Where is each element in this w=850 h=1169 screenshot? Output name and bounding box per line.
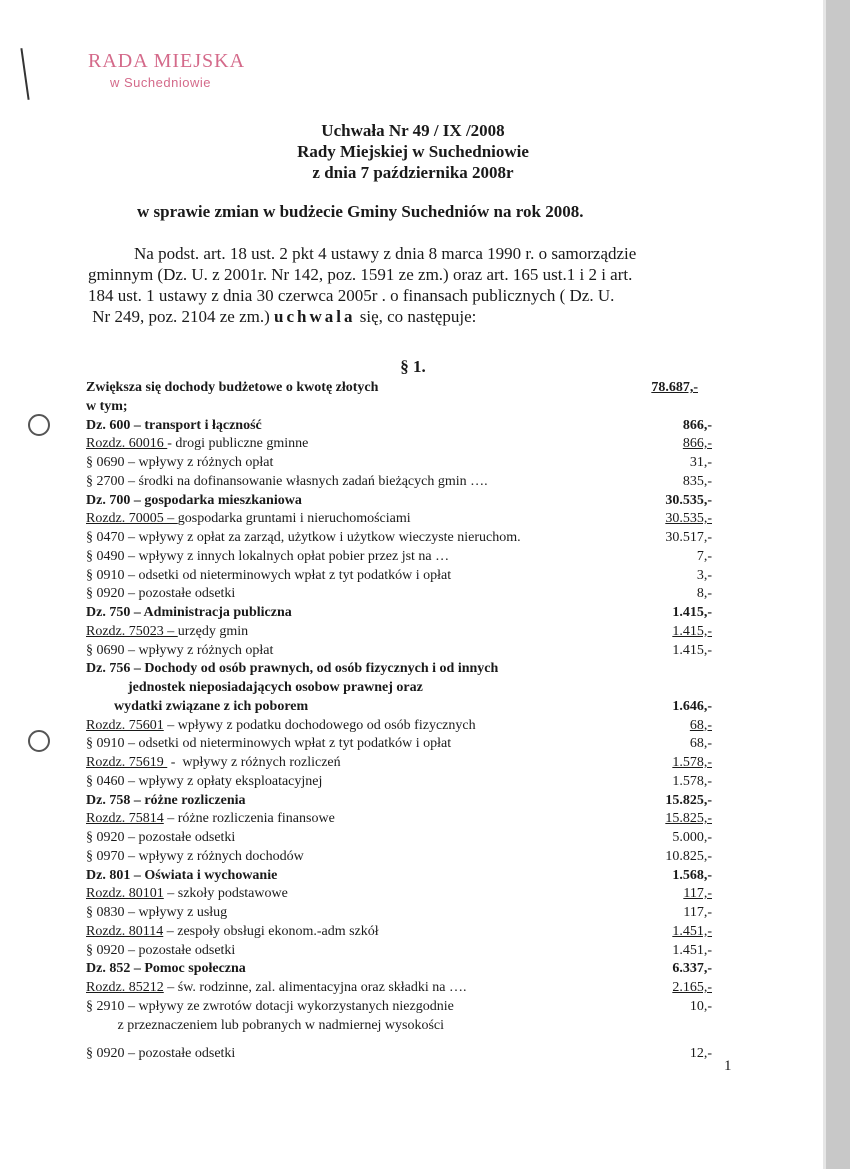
item-label: Dz. 852 – Pomoc społeczna: [86, 961, 246, 977]
chapter-code: Rozdz. 75601: [86, 717, 164, 733]
item-label: Dz. 801 – Oświata i wychowanie: [86, 867, 278, 883]
chapter-description: – szkoły podstawowe: [163, 886, 288, 902]
chapter-row: [86, 978, 712, 997]
punch-hole-icon: [28, 414, 50, 436]
item-amount: 15.825,-: [665, 792, 712, 808]
chapter-description: urzędy gmin: [177, 623, 249, 639]
chapter-code: Rozdz. 75619: [86, 755, 168, 770]
paragraph-row: [86, 772, 712, 791]
item-amount: 117,-: [683, 905, 712, 920]
item-amount: 30.535,-: [665, 511, 712, 527]
resolution-subject: w sprawie zmian w budżecie Gminy Suchedniów na rok 2008.: [137, 202, 584, 221]
paragraph-row: [86, 847, 712, 866]
item-label: § 2700 – środki na dofinansowanie własnych zadań bieżących gmin ….: [86, 473, 488, 489]
punch-hole-icon: [28, 730, 50, 752]
item-label: Dz. 750 – Administracja publiczna: [86, 605, 292, 620]
chapter-row: [86, 716, 712, 735]
item-label: § 0830 – wpływy z usług: [86, 905, 228, 920]
paragraph-row: [86, 1044, 712, 1063]
item-label: w tym;: [86, 398, 128, 414]
item-amount: 866,-: [682, 417, 712, 433]
page-number: 1: [724, 1058, 732, 1074]
paragraph-row: [86, 1016, 712, 1035]
item-amount: 2.165,-: [672, 980, 712, 995]
item-label: jednostek nieposiadających osobow prawnej oraz: [86, 680, 423, 695]
council-name: Rady Miejskiej w Suchedniowie: [297, 142, 529, 161]
chapter-description: – wpływy z podatku dochodowego od osób fizycznych: [163, 717, 476, 733]
chapter-row: [86, 922, 712, 941]
chapter-row: [86, 884, 712, 903]
division-row: [86, 491, 712, 510]
resolution-number: Uchwała Nr 49 / IX /2008: [321, 121, 505, 140]
item-label: [86, 922, 379, 941]
paragraph-row: [86, 528, 712, 547]
item-amount: 68,-: [689, 717, 712, 733]
item-amount: 3,-: [696, 567, 712, 583]
paragraph-row: [86, 903, 712, 922]
item-label: [86, 622, 248, 641]
item-label: [86, 434, 308, 453]
item-amount: 12,-: [689, 1046, 712, 1062]
chapter-code: Rozdz. 85212: [86, 980, 164, 995]
item-amount: 10,-: [689, 998, 712, 1014]
paragraph-row: [86, 734, 712, 753]
pen-mark: [20, 48, 29, 100]
item-amount: 1.568,-: [672, 867, 712, 883]
intro-line-4: Nr 249, poz. 2104 ze zm.): [92, 307, 270, 326]
chapter-row: [86, 809, 712, 828]
item-amount: 7,-: [696, 548, 712, 564]
paragraph-row: [86, 547, 712, 566]
item-amount: 30.535,-: [665, 492, 712, 508]
item-amount: 5.000,-: [672, 830, 712, 845]
intro-line-1: Na podst. art. 18 ust. 2 pkt 4 ustawy z dnia 8 marca 1990 r. o samorządzie: [134, 244, 637, 263]
council-stamp: [88, 50, 245, 90]
item-label: z przeznaczeniem lub pobranych w nadmiernej wysokości: [86, 1017, 445, 1033]
intro-line-3: 184 ust. 1 ustawy z dnia 30 czerwca 2005r . o finansach publicznych ( Dz. U.: [88, 286, 615, 305]
item-label: § 0910 – odsetki od nieterminowych wpłat z tyt podatków i opłat: [86, 567, 452, 583]
item-label: § 0690 – wpływy z różnych opłat: [86, 642, 274, 658]
section-heading: § 1.: [400, 357, 426, 376]
item-amount: 68,-: [689, 736, 712, 752]
item-amount: 1.415,-: [672, 605, 712, 620]
stamp-line-1: RADA MIEJSKA: [88, 50, 246, 72]
item-label: Dz. 600 – transport i łączność: [86, 417, 262, 433]
chapter-description: – zespoły obsługi ekonom.-adm szkół: [163, 923, 379, 939]
chapter-code: Rozdz. 70005 –: [86, 511, 178, 527]
division-row: [86, 959, 712, 978]
item-label: § 0490 – wpływy z innych lokalnych opłat pobier przez jst na …: [86, 548, 450, 564]
item-label: [86, 884, 288, 903]
division-row: [86, 678, 712, 697]
chapter-code: Rozdz. 80101: [86, 886, 164, 902]
item-label: [86, 716, 476, 735]
item-label: § 2910 – wpływy ze zwrotów dotacji wykorzystanych niezgodnie: [86, 998, 454, 1014]
item-label: [86, 753, 341, 772]
chapter-row: [86, 509, 712, 528]
item-label: § 0910 – odsetki od nieterminowych wpłat z tyt podatków i opłat: [86, 736, 452, 752]
item-label: wydatki związane z ich poborem: [86, 698, 309, 714]
item-label: Dz. 700 – gospodarka mieszkaniowa: [86, 492, 302, 508]
item-label: [86, 809, 335, 828]
scan-edge: [826, 0, 850, 1169]
item-amount: 1.451,-: [672, 942, 712, 958]
item-label: § 0970 – wpływy z różnych dochodów: [86, 848, 304, 864]
chapter-description: – różne rozliczenia finansowe: [163, 811, 335, 827]
item-amount: 8,-: [696, 586, 712, 602]
item-amount: 117,-: [683, 886, 712, 902]
item-label: Zwiększa się dochody budżetowe o kwotę złotych: [86, 380, 379, 395]
chapter-code: Rozdz. 75023 –: [86, 623, 178, 639]
division-row: [86, 697, 712, 716]
item-amount: 30.517,-: [665, 530, 712, 545]
item-amount: 1.415,-: [672, 642, 712, 658]
chapter-row: [86, 622, 712, 641]
intro-line-4-end: się, co następuje:: [359, 307, 477, 326]
item-label: § 0470 – wpływy z opłat za zarząd, użytkow i użytkow wieczyste nieruchom.: [86, 530, 521, 545]
division-row: [86, 603, 712, 622]
chapter-row: [86, 753, 712, 772]
item-amount: 31,-: [689, 455, 712, 470]
division-row: [86, 659, 712, 678]
paragraph-row: [86, 641, 712, 660]
resolution-date: z dnia 7 października 2008r: [312, 163, 514, 182]
chapter-description: gospodarka gruntami i nieruchomościami: [177, 511, 411, 527]
item-label: § 0920 – pozostałe odsetki: [86, 830, 236, 845]
division-row: [86, 416, 712, 435]
intro-line-2: gminnym (Dz. U. z 2001r. Nr 142, poz. 1591 ze zm.) oraz art. 165 ust.1 i 2 i art.: [88, 265, 633, 284]
item-amount: 1.415,-: [672, 623, 712, 639]
paragraph-row: [86, 453, 712, 472]
item-amount: 6.337,-: [672, 961, 712, 977]
item-label: § 0920 – pozostałe odsetki: [86, 586, 236, 602]
paragraph-row: [86, 472, 712, 491]
item-amount: 866,-: [682, 436, 712, 452]
chapter-code: Rozdz. 75814: [86, 811, 164, 827]
item-label: [86, 978, 466, 997]
item-label: Dz. 758 – różne rozliczenia: [86, 792, 246, 808]
total-row: [86, 397, 712, 416]
item-amount: 78.687,-: [651, 380, 698, 395]
item-amount: 1.578,-: [672, 773, 712, 789]
item-amount: 1.451,-: [672, 923, 712, 939]
paragraph-row: [86, 997, 712, 1016]
chapter-code: Rozdz. 80114: [86, 923, 164, 939]
chapter-row: [86, 434, 712, 453]
paragraph-row: [86, 566, 712, 585]
item-amount: 10.825,-: [665, 848, 712, 864]
paragraph-row: [86, 584, 712, 603]
paragraph-row: [86, 828, 712, 847]
legal-basis-paragraph: [88, 243, 718, 327]
chapter-description: - drogi publiczne gminne: [167, 436, 309, 452]
item-label: § 0690 – wpływy z różnych opłat: [86, 455, 274, 470]
division-row: [86, 791, 712, 810]
item-amount: 835,-: [682, 473, 712, 489]
item-label: § 0920 – pozostałe odsetki: [86, 942, 236, 958]
chapter-description: – św. rodzinne, zal. alimentacyjna oraz składki na ….: [163, 980, 467, 995]
chapter-description: - wpływy z różnych rozliczeń: [167, 755, 341, 770]
item-amount: 1.578,-: [672, 755, 712, 770]
item-label: [86, 509, 411, 528]
resolves-word: uchwala: [274, 307, 356, 326]
item-label: § 0920 – pozostałe odsetki: [86, 1046, 236, 1062]
total-row: [86, 378, 712, 397]
paragraph-row: [86, 941, 712, 960]
division-row: [86, 866, 712, 885]
item-label: Dz. 756 – Dochody od osób prawnych, od osób fizycznych i od innych: [86, 661, 499, 677]
chapter-code: Rozdz. 60016: [86, 436, 168, 452]
item-amount: 1.646,-: [672, 698, 712, 714]
stamp-line-2: w Suchedniowie: [110, 75, 211, 90]
item-amount: 15.825,-: [665, 811, 712, 827]
item-label: § 0460 – wpływy z opłaty eksploatacyjnej: [86, 773, 323, 789]
